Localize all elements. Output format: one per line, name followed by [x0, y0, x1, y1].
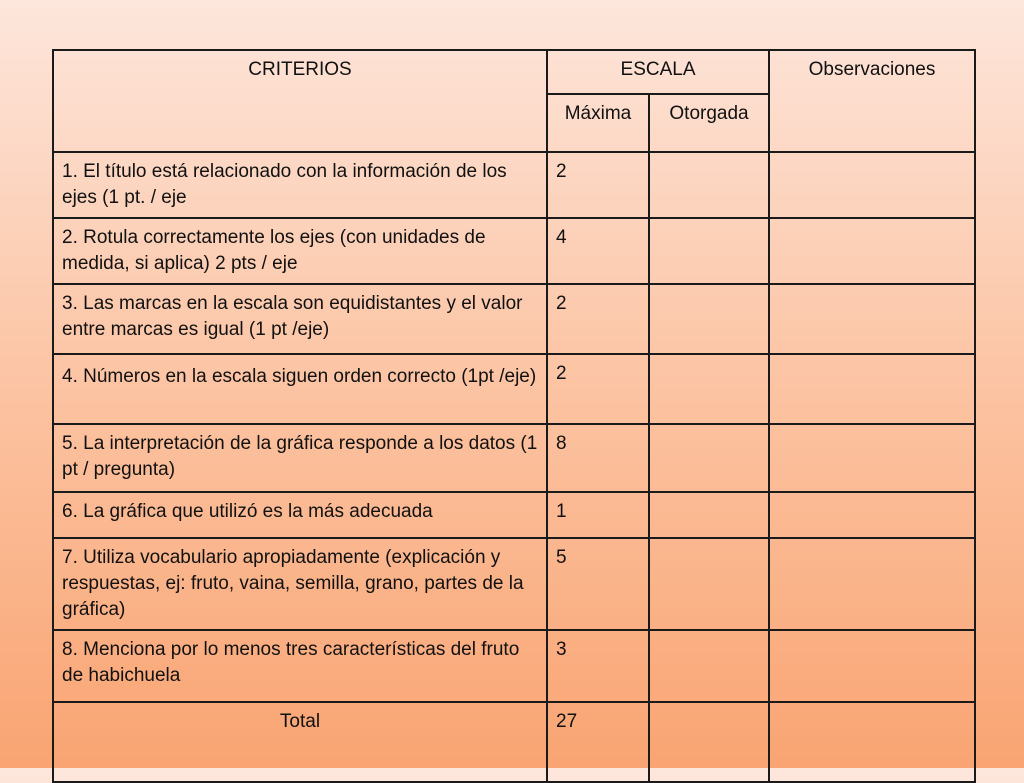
maxima-cell: 5 [547, 538, 649, 630]
total-otorgada-cell[interactable] [649, 702, 769, 782]
criterio-cell: 3. Las marcas en la escala son equidistantes y el valor entre marcas es igual (1 pt /eje) [53, 284, 547, 354]
maxima-cell: 3 [547, 630, 649, 702]
header-criterios: CRITERIOS [53, 50, 547, 152]
table-row [53, 354, 975, 424]
table-row [53, 218, 975, 284]
otorgada-cell[interactable] [649, 218, 769, 284]
observaciones-cell[interactable] [769, 424, 975, 492]
criterio-cell: 7. Utiliza vocabulario apropiadamente (explicación y respuestas, ej: fruto, vaina, semilla, grano, partes de la gráfica) [53, 538, 547, 630]
otorgada-cell[interactable] [649, 538, 769, 630]
criterio-cell: 1. El título está relacionado con la información de los ejes (1 pt. / eje [53, 152, 547, 218]
observaciones-cell[interactable] [769, 284, 975, 354]
otorgada-cell[interactable] [649, 152, 769, 218]
maxima-cell: 2 [547, 152, 649, 218]
criterio-cell: 2. Rotula correctamente los ejes (con unidades de medida, si aplica) 2 pts / eje [53, 218, 547, 284]
observaciones-cell[interactable] [769, 152, 975, 218]
total-maxima: 27 [547, 702, 649, 782]
otorgada-cell[interactable] [649, 424, 769, 492]
otorgada-cell[interactable] [649, 354, 769, 424]
criterio-cell: 6. La gráfica que utilizó es la más adecuada [53, 492, 547, 538]
header-observaciones: Observaciones [769, 50, 975, 152]
criterio-cell: 8. Menciona por lo menos tres características del fruto de habichuela [53, 630, 547, 702]
header-escala: ESCALA [547, 50, 769, 94]
observaciones-cell[interactable] [769, 538, 975, 630]
header-otorgada: Otorgada [649, 94, 769, 152]
otorgada-cell[interactable] [649, 492, 769, 538]
maxima-cell: 4 [547, 218, 649, 284]
observaciones-cell[interactable] [769, 492, 975, 538]
observaciones-cell[interactable] [769, 218, 975, 284]
criterio-cell: 4. Números en la escala siguen orden correcto (1pt /eje) [53, 354, 547, 424]
table-row [53, 424, 975, 492]
header-maxima: Máxima [547, 94, 649, 152]
maxima-cell: 2 [547, 354, 649, 424]
total-observaciones-cell[interactable] [769, 702, 975, 782]
criterio-cell: 5. La interpretación de la gráfica responde a los datos (1 pt / pregunta) [53, 424, 547, 492]
otorgada-cell[interactable] [649, 630, 769, 702]
table-row [53, 492, 975, 538]
table-row [53, 152, 975, 218]
observaciones-cell[interactable] [769, 630, 975, 702]
observaciones-cell[interactable] [769, 354, 975, 424]
maxima-cell: 8 [547, 424, 649, 492]
otorgada-cell[interactable] [649, 284, 769, 354]
total-label: Total [53, 702, 547, 782]
table-row [53, 284, 975, 354]
table-row [53, 630, 975, 702]
total-row [53, 702, 975, 782]
maxima-cell: 1 [547, 492, 649, 538]
rubric-table [52, 49, 976, 783]
maxima-cell: 2 [547, 284, 649, 354]
table-row [53, 538, 975, 630]
